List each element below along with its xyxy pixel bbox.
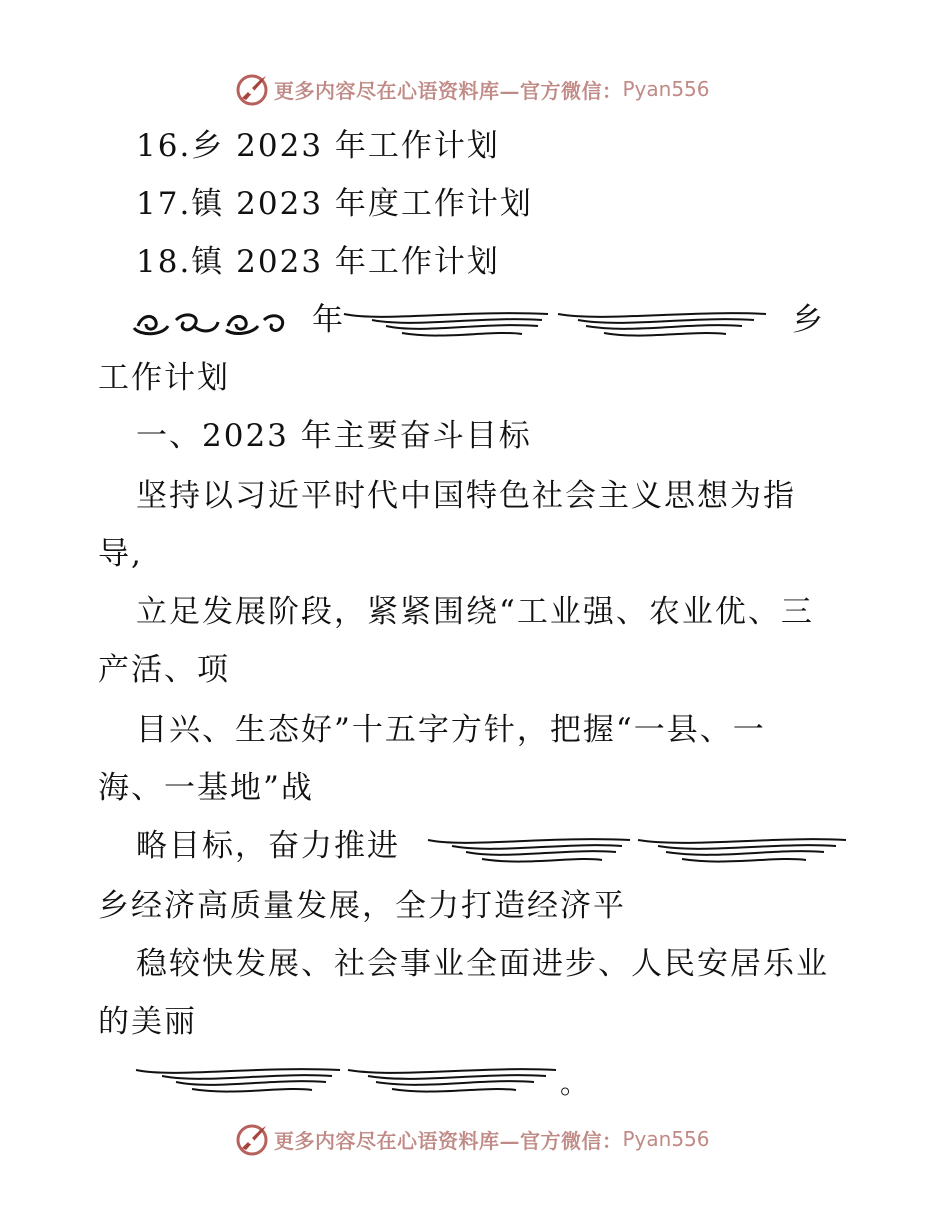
flourish-ornament-icon xyxy=(132,306,292,342)
body-text-line: 产活、项 xyxy=(98,652,230,688)
heading-item-17: 17.镇 2023 年度工作计划 xyxy=(136,186,533,222)
body-text-line: 略目标，奋力推进 xyxy=(136,828,400,864)
line-year-fragment: 年 xyxy=(312,302,345,338)
heading-item-18: 18.镇 2023 年工作计划 xyxy=(136,244,500,280)
body-text-line: 海、一基地”战 xyxy=(98,770,314,806)
section-heading-goals: 一、2023 年主要奋斗目标 xyxy=(136,418,532,454)
period-mark: 。 xyxy=(560,1067,589,1100)
body-text-line: 乡经济高质量发展，全力打造经济平 xyxy=(98,888,626,924)
line-township-fragment: 乡 xyxy=(792,302,825,338)
watermark-top xyxy=(236,72,710,106)
wavy-placeholder-icon xyxy=(342,308,772,342)
watermark-wechat-id: Pyan556 xyxy=(622,1127,710,1151)
pen-logo-icon xyxy=(236,1122,270,1156)
watermark-wechat-id: Pyan556 xyxy=(622,77,710,101)
body-text-line: 导, xyxy=(98,536,143,572)
body-text-line: 坚持以习近平时代中国特色社会主义思想为指 xyxy=(136,478,796,514)
body-text-line: 稳较快发展、社会事业全面进步、人民安居乐业 xyxy=(136,946,829,982)
body-text-line: 立足发展阶段，紧紧围绕“工业强、农业优、三 xyxy=(136,594,814,630)
watermark-text: 更多内容尽在心语资料库—官方微信： xyxy=(274,1128,623,1153)
watermark-text: 更多内容尽在心语资料库—官方微信： xyxy=(274,78,623,103)
wavy-placeholder-icon xyxy=(134,1064,560,1098)
watermark-bottom xyxy=(236,1122,710,1156)
body-text-line: 的美丽 xyxy=(98,1004,197,1040)
pen-logo-icon xyxy=(236,72,270,106)
body-text-line: 目兴、生态好”十五字方针，把握“一县、一 xyxy=(136,712,766,748)
title-work-plan: 工作计划 xyxy=(98,360,230,396)
heading-item-16: 16.乡 2023 年工作计划 xyxy=(136,128,500,164)
wavy-placeholder-icon xyxy=(426,834,850,868)
